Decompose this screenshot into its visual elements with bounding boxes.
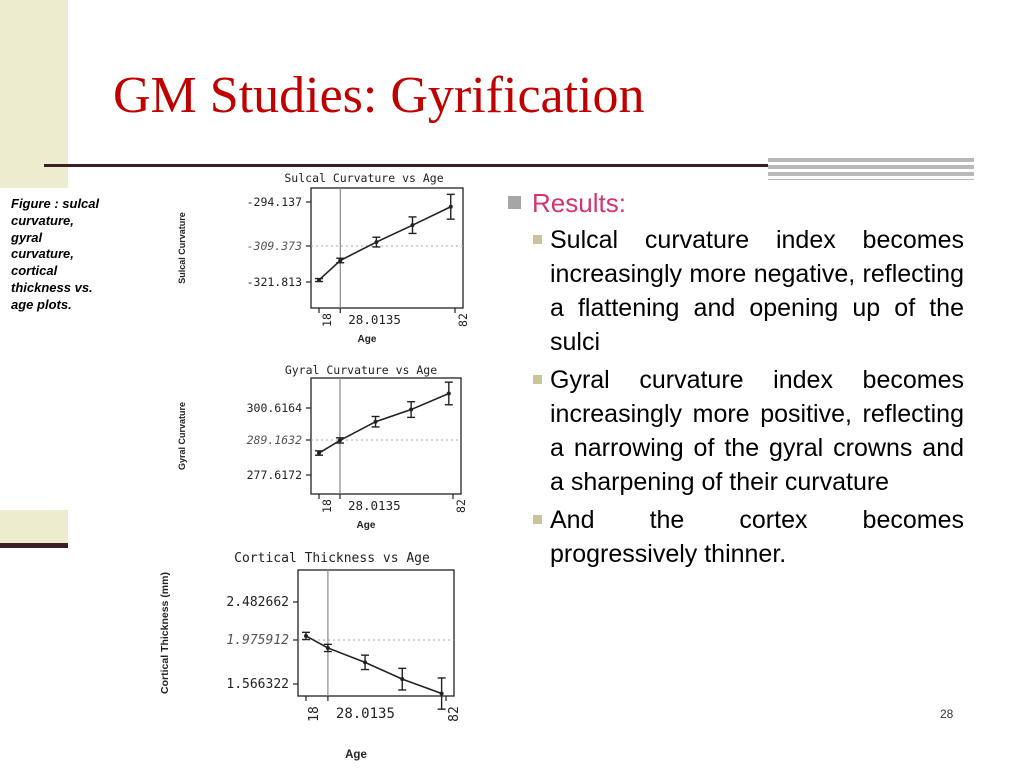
list-item [550, 503, 964, 571]
sulcal-curvature-chart [171, 168, 470, 358]
x-axis-label: Age [356, 520, 376, 531]
results-heading-text: Results: [532, 188, 626, 218]
slide-title: GM Studies: Gyrification [113, 67, 645, 124]
result-text: And the cortex becomes progressively thinner. [550, 506, 964, 568]
y-tick-label: -309.373 [246, 239, 302, 253]
left-band-bottom-rule [0, 543, 68, 548]
plot-frame [311, 188, 463, 308]
y-tick-label: 1.566322 [226, 677, 289, 692]
list-item [550, 223, 964, 359]
data-point [338, 258, 342, 262]
x-tick-label: 18 [320, 313, 334, 327]
data-point [317, 278, 321, 282]
y-tick-label: -294.137 [246, 195, 302, 209]
page-number: 28 [940, 707, 954, 721]
data-point [374, 240, 378, 244]
series-line [319, 207, 451, 280]
data-point [400, 677, 404, 681]
y-tick-label: 289.1632 [246, 433, 302, 447]
data-point [326, 646, 330, 650]
gyral-curvature-chart [171, 358, 470, 546]
chart-title: Sulcal Curvature vs Age [284, 171, 444, 185]
result-text: Sulcal curvature index becomes increasingly more negative, reflecting a flattening and opening up of the sulci [550, 226, 964, 356]
x-tick-label: 82 [454, 499, 468, 513]
y-tick-label: 2.482662 [226, 595, 289, 610]
figure-caption: Figure : sulcal curvature, gyral curvature, cortical thickness vs. age plots. [0, 188, 109, 510]
x-tick-label: 82 [447, 706, 462, 722]
y-tick-label: 1.975912 [226, 633, 289, 648]
list-item [550, 363, 964, 499]
cortical-thickness-chart [152, 548, 464, 768]
plot-frame [298, 570, 454, 696]
square-bullet-icon [508, 196, 521, 209]
data-point [449, 205, 453, 209]
x-tick-label: 82 [456, 313, 470, 327]
y-tick-label: 277.6172 [246, 468, 302, 482]
x-tick-label: 28.0135 [335, 706, 395, 722]
x-axis-label: Age [345, 749, 367, 761]
data-point [409, 408, 413, 412]
data-point [411, 223, 415, 227]
data-point [304, 634, 308, 638]
square-bullet-icon [533, 235, 542, 244]
y-axis-label: Cortical Thickness (mm) [159, 572, 171, 694]
square-bullet-icon [533, 375, 542, 384]
data-point [374, 420, 378, 424]
y-axis-label: Sulcal Curvature [177, 212, 187, 284]
x-tick-label: 28.0135 [348, 312, 401, 327]
y-tick-label: -321.813 [246, 275, 302, 289]
y-axis-label: Gyral Curvature [177, 401, 187, 471]
y-tick-label: 300.6164 [246, 401, 302, 415]
square-bullet-icon [533, 515, 542, 524]
results-block [508, 188, 964, 575]
data-point [338, 438, 342, 442]
series-line [319, 393, 449, 453]
plot-frame [311, 378, 461, 494]
chart-title: Gyral Curvature vs Age [284, 363, 438, 377]
x-tick-label: 18 [320, 499, 334, 513]
data-point [317, 451, 321, 455]
data-point [363, 660, 367, 664]
results-list [550, 223, 964, 571]
data-point [440, 692, 444, 696]
corner-stripes [768, 158, 974, 180]
x-tick-label: 18 [307, 706, 322, 722]
x-axis-label: Age [357, 334, 377, 345]
result-text: Gyral curvature index becomes increasingly more positive, reflecting a narrowing of the gyral crowns and a sharpening of their curvature [550, 366, 964, 496]
data-point [447, 391, 451, 395]
chart-title: Cortical Thickness vs Age [234, 551, 430, 566]
x-tick-label: 28.0135 [347, 498, 401, 513]
results-heading [508, 188, 964, 218]
